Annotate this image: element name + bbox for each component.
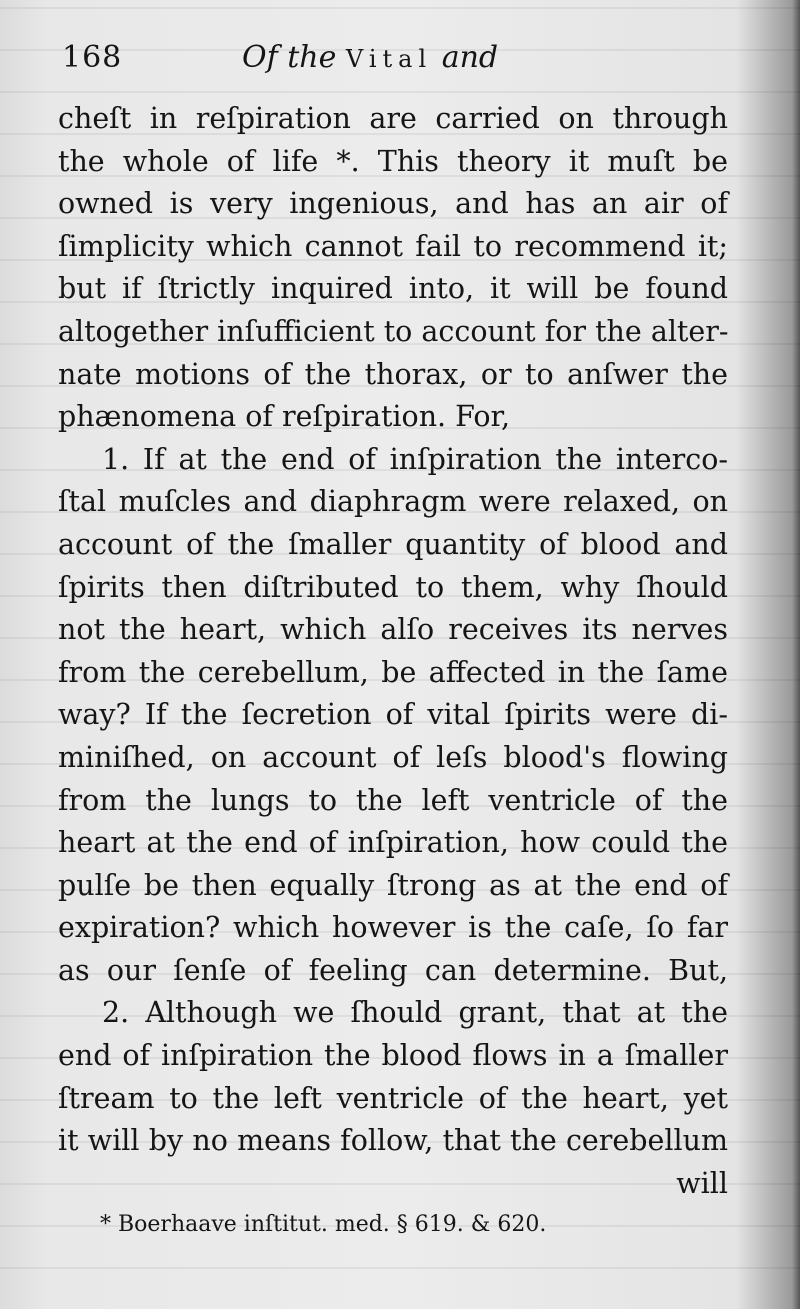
text-line: expiration? which however is the caſe, ſo far [58,911,728,945]
page-header [62,40,732,86]
running-head-part3: and [441,40,499,75]
text-line: phænomena of reſpiration. For, [58,400,511,434]
text-line: nate motions of the thorax, or to anſwer the [58,357,728,391]
text-line: but if ſtrictly inquired into, it will be found [58,272,728,306]
text-line: way? If the ſecretion of vital ſpirits were di- [58,698,728,732]
text-line: from the cerebellum, be affected in the ſame [58,655,728,689]
text-line: end of inſpiration the blood flows in a ſmaller [58,1039,728,1073]
text-line: not the heart, which alſo receives its nerves [58,613,728,647]
page-number: 168 [62,40,123,75]
text-line: altogether inſufficient to account for the alter- [58,314,729,348]
text-line: 1. If at the end of inſpiration the interco- [102,442,728,476]
text-line: 2. Although we ſhould grant, that at the [102,996,728,1030]
text-line: owned is very ingenious, and has an air of [58,187,728,221]
running-head-part1: Of the [242,40,337,75]
text-line: ſpirits then diſtributed to them, why ſhould [58,570,728,604]
footnote: * Boerhaave inſtitut. med. § 619. & 620. [100,1212,547,1237]
text-line: miniſhed, on account of leſs blood's flowing [58,740,728,774]
text-line: ſtal muſcles and diaphragm were relaxed, on [58,485,728,519]
text-line: heart at the end of inſpiration, how could the [58,826,728,860]
text-line: account of the ſmaller quantity of blood and [58,527,728,561]
text-line: the whole of life *. This theory it muſt be [58,144,728,178]
running-head [242,40,498,75]
text-line: pulſe be then equally ſtrong as at the end of [58,868,728,902]
text-line: from the lungs to the left ventricle of the [58,783,728,817]
body-text [58,98,728,1205]
text-line: it will by no means follow, that the cerebellum [58,1124,728,1158]
text-line: ſimplicity which cannot fail to recommend it; [58,229,728,263]
text-line: as our ſenſe of feeling can determine. But, [58,953,728,987]
text-line: ſtream to the left ventricle of the heart, yet [58,1081,728,1115]
running-head-part2: Vital [345,45,433,73]
text-line: cheſt in reſpiration are carried on through [58,102,728,135]
catchword: will [676,1166,728,1200]
